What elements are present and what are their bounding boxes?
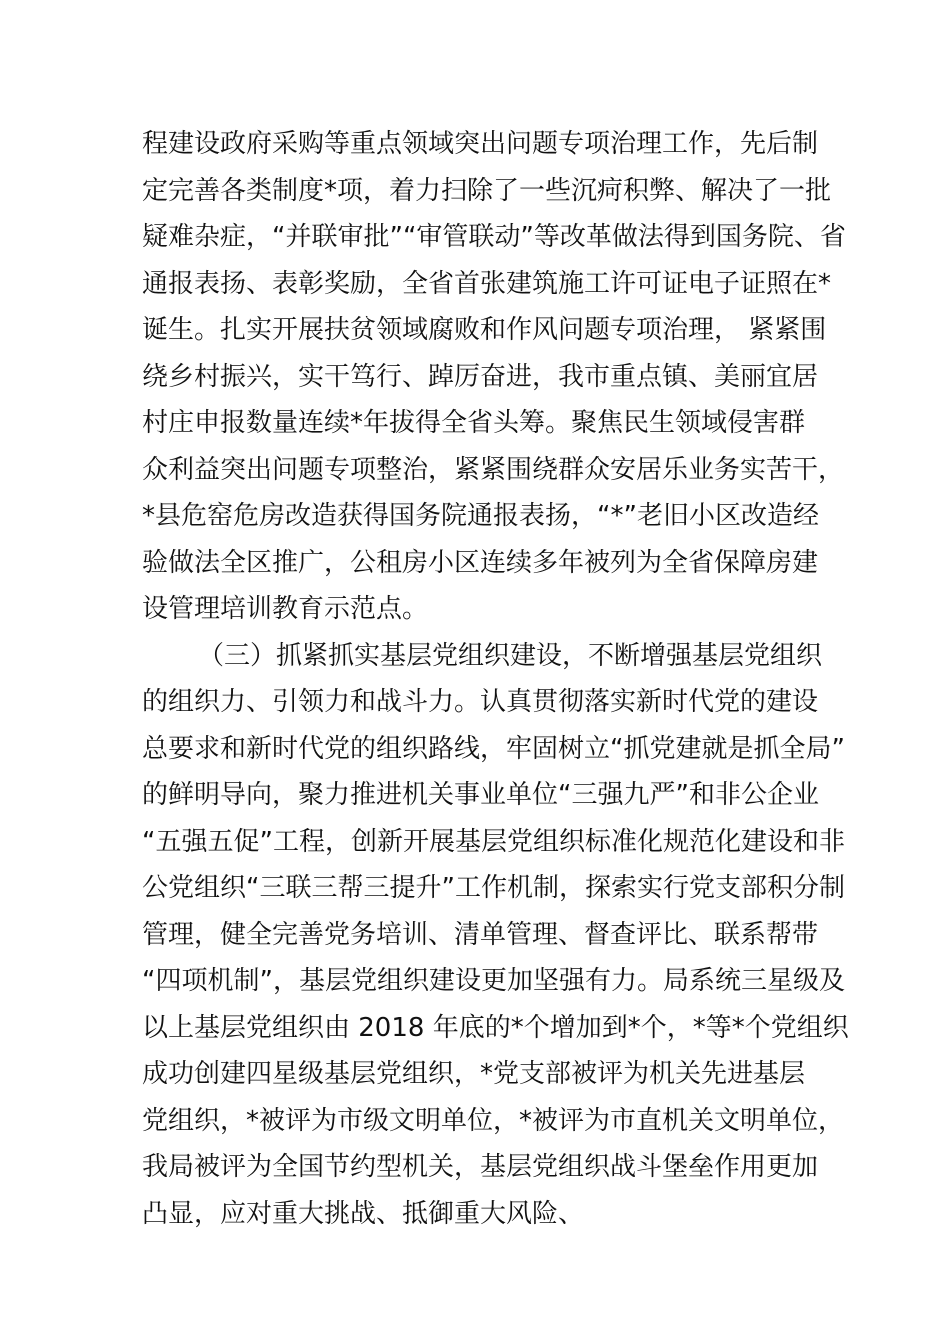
text-line: 设管理培训教育示范点。	[142, 594, 429, 624]
text-line: 村庄申报数量连续*年拔得全省头筹。聚焦民生领域侵害群	[142, 408, 806, 438]
text-line: *县危窑危房改造获得国务院通报表扬，“*”老旧小区改造经	[142, 501, 819, 531]
section-heading-line: （三）抓紧抓实基层党组织建设，不断增强基层党组织	[198, 640, 823, 671]
text-line: 公党组织“三联三帮三提升”工作机制，探索实行党支部积分制	[142, 873, 845, 903]
body-text	[142, 121, 849, 1237]
text-line: 成功创建四星级基层党组织，*党支部被评为机关先进基层	[142, 1059, 806, 1089]
text-line: 通报表扬、表彰奖励，全省首张建筑施工许可证电子证照在*	[142, 268, 832, 299]
text-line: 定完善各类制度*项，着力扫除了一些沉疴积弊、解决了一批	[142, 175, 832, 206]
text-line: 疑难杂症，“并联审批”“审管联动”等改革做法得到国务院、省	[142, 222, 846, 252]
text-line: 验做法全区推广，公租房小区连续多年被列为全省保障房建	[142, 547, 819, 578]
text-line: 诞生。扎实开展扶贫领域腐败和作风问题专项治理， 紧紧围	[142, 315, 827, 345]
text-line: “五强五促”工程，创新开展基层党组织标准化规范化建设和非	[142, 826, 845, 857]
text-line: 众利益突出问题专项整治，紧紧围绕群众安居乐业务实苦干，	[142, 454, 845, 485]
text-line: 我局被评为全国节约型机关，基层党组织战斗堡垒作用更加	[142, 1152, 819, 1182]
text-line: 绕乡村振兴，实干笃行、踔厉奋进，我市重点镇、美丽宜居	[142, 361, 819, 392]
text-line: “四项机制”，基层党组织建设更加坚强有力。局系统三星级及	[142, 966, 845, 996]
text-line: 的组织力、引领力和战斗力。认真贯彻落实新时代党的建设	[142, 687, 819, 717]
text-line: 以上基层党组织由 2018 年底的*个增加到*个，*等*个党组织	[142, 1012, 849, 1043]
text-line: 的鲜明导向，聚力推进机关事业单位“三强九严”和非公企业	[142, 780, 819, 810]
text-line: 凸显，应对重大挑战、抵御重大风险、	[142, 1198, 585, 1229]
text-line: 党组织，*被评为市级文明单位，*被评为市直机关文明单位，	[142, 1105, 845, 1136]
text-line: 总要求和新时代党的组织路线，牢固树立“抓党建就是抓全局”	[142, 733, 845, 764]
text-line: 管理，健全完善党务培训、清单管理、督查评比、联系帮带	[142, 919, 819, 950]
text-line: 程建设政府采购等重点领域突出问题专项治理工作，先后制	[142, 129, 819, 159]
